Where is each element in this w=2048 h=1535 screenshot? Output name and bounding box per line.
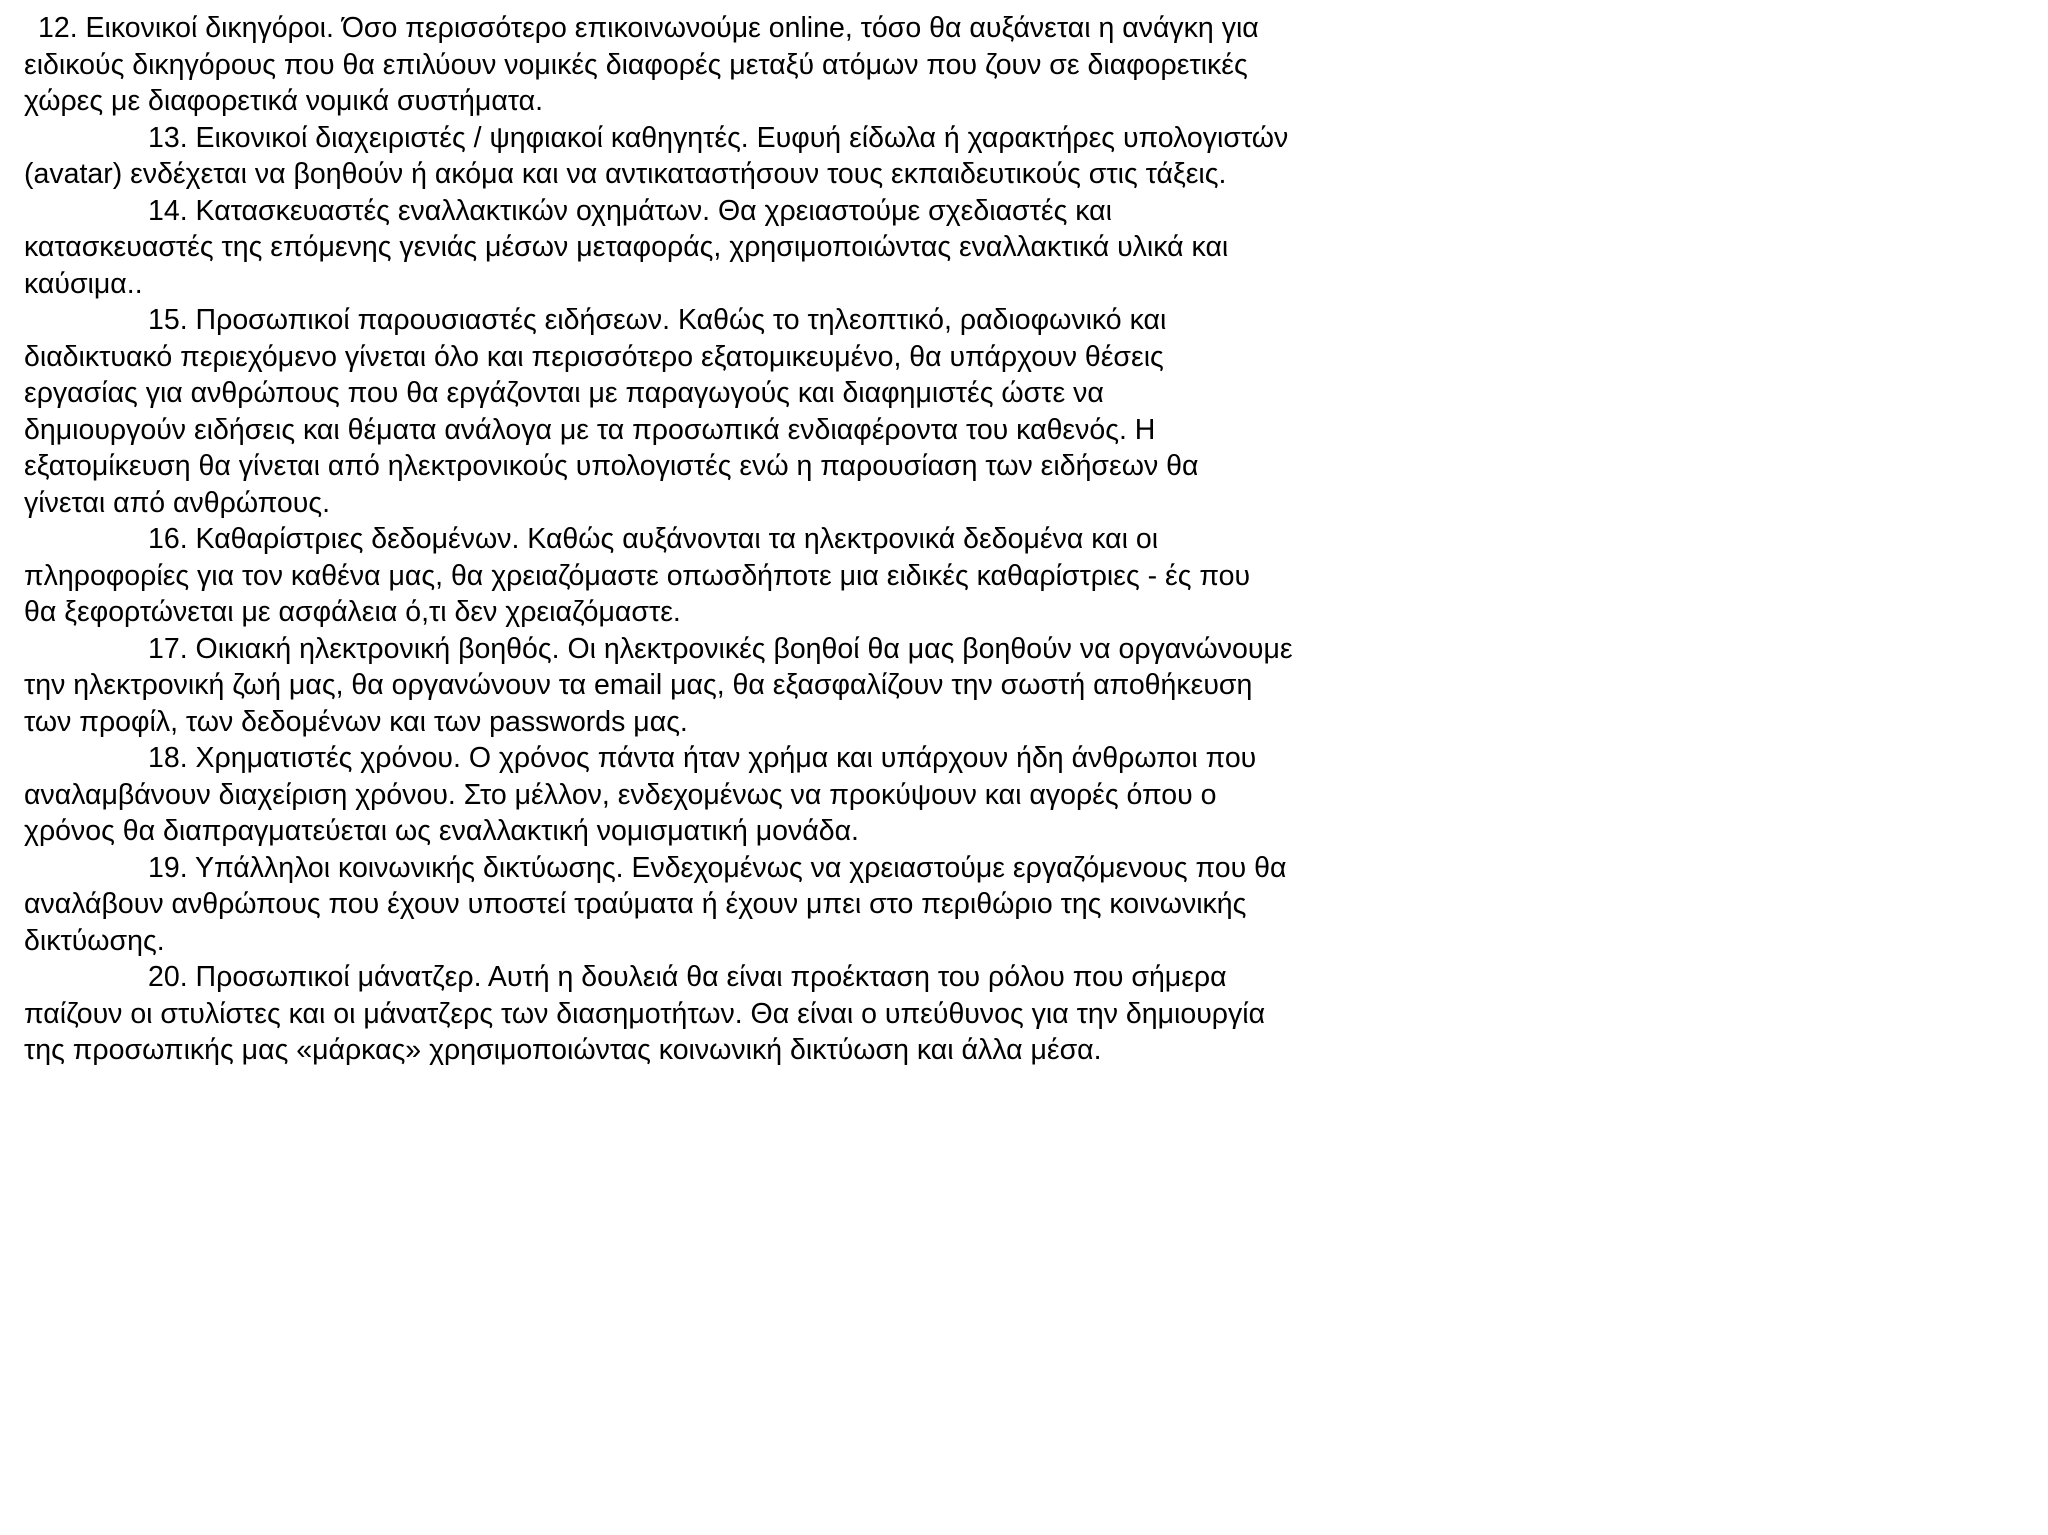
- text-line: 15. Προσωπικοί παρουσιαστές ειδήσεων. Καθώς το τηλεοπτικό, ραδιοφωνικό και: [148, 304, 1167, 336]
- text-line: αναλαμβάνουν διαχείριση χρόνου. Στο μέλλον, ενδεχομένως να προκύψουν και αγορές όπου ο: [24, 778, 1217, 811]
- text-line: 13. Εικονικοί διαχειριστές / ψηφιακοί καθηγητές. Ευφυή είδωλα ή χαρακτήρες υπολογιστών: [148, 121, 1289, 154]
- text-line: πληροφορίες για τον καθένα μας, θα χρειαζόμαστε οπωσδήποτε μια ειδικές καθαρίστριες - ές που: [24, 559, 1251, 592]
- text-line: 17. Οικιακή ηλεκτρονική βοηθός. Οι ηλεκτρονικές βοηθοί θα μας βοηθούν να οργανώνουμε: [148, 632, 1293, 665]
- text-line: 20. Προσωπικοί μάνατζερ. Αυτή η δουλειά θα είναι προέκταση του ρόλου που σήμερα: [148, 961, 1227, 993]
- paragraph-item-15: [24, 302, 1568, 521]
- text-line: (avatar) ενδέχεται να βοηθούν ή ακόμα και να αντικαταστήσουν τους εκπαιδευτικούς στις τάξεις.: [24, 158, 1227, 190]
- paragraph-item-20: [24, 959, 1568, 1069]
- paragraph-item-17: [24, 631, 1568, 741]
- text-line: καύσιμα..: [24, 267, 143, 300]
- text-line: αναλάβουν ανθρώπους που έχουν υποστεί τραύματα ή έχουν μπει στο περιθώριο της κοινωνικής: [24, 888, 1247, 920]
- text-line: παίζουν οι στυλίστες και οι μάνατζερς των διασημοτήτων. Θα είναι ο υπεύθυνος για την δημιουργία: [24, 997, 1266, 1030]
- text-line: εργασίας για ανθρώπους που θα εργάζονται με παραγωγούς και διαφημιστές ώστε να: [24, 377, 1104, 409]
- paragraph-item-14: [24, 193, 1568, 303]
- text-line: την ηλεκτρονική ζωή μας, θα οργανώνουν τα email μας, θα εξασφαλίζουν την σωστή αποθήκευση: [24, 669, 1253, 701]
- text-line: 16. Καθαρίστριες δεδομένων. Καθώς αυξάνονται τα ηλεκτρονικά δεδομένα και οι: [148, 523, 1159, 555]
- paragraph-item-13: [24, 120, 1568, 193]
- paragraph-item-19: [24, 850, 1568, 960]
- text-line: κατασκευαστές της επόμενης γενιάς μέσων μεταφοράς, χρησιμοποιώντας εναλλακτικά υλικά και: [24, 231, 1229, 263]
- text-line: χρόνος θα διαπραγματεύεται ως εναλλακτική νομισματική μονάδα.: [24, 815, 859, 847]
- text-line: της προσωπικής μας «μάρκας» χρησιμοποιώντας κοινωνική δικτύωση και άλλα μέσα.: [24, 1034, 1102, 1066]
- paragraph-item-16: [24, 521, 1568, 631]
- paragraph-item-12: [24, 10, 1568, 120]
- text-line: δικτύωσης.: [24, 924, 165, 957]
- text-line: γίνεται από ανθρώπους.: [24, 486, 331, 519]
- paragraph-item-18: [24, 740, 1568, 850]
- text-line: χώρες με διαφορετικά νομικά συστήματα.: [24, 85, 544, 117]
- text-line: εξατομίκευση θα γίνεται από ηλεκτρονικούς υπολογιστές ενώ η παρουσίαση των ειδήσεων θα: [24, 450, 1199, 482]
- text-line: δημιουργούν ειδήσεις και θέματα ανάλογα με τα προσωπικά ενδιαφέροντα του καθενός. Η: [24, 413, 1156, 446]
- text-line: θα ξεφορτώνεται με ασφάλεια ό,τι δεν χρειαζόμαστε.: [24, 596, 681, 628]
- text-line: ειδικούς δικηγόρους που θα επιλύουν νομικές διαφορές μεταξύ ατόμων που ζουν σε διαφορετικές: [24, 48, 1248, 81]
- text-line: 18. Χρηματιστές χρόνου. Ο χρόνος πάντα ήταν χρήμα και υπάρχουν ήδη άνθρωποι που: [148, 742, 1257, 774]
- text-line: 12. Εικονικοί δικηγόροι. Όσο περισσότερο επικοινωνούμε online, τόσο θα αυξάνεται η ανάγκη για: [38, 12, 1259, 44]
- text-line: 14. Κατασκευαστές εναλλακτικών οχημάτων. Θα χρειαστούμε σχεδιαστές και: [148, 194, 1112, 227]
- text-line: διαδικτυακό περιεχόμενο γίνεται όλο και περισσότερο εξατομικευμένο, θα υπάρχουν θέσεις: [24, 340, 1164, 373]
- text-line: 19. Υπάλληλοι κοινωνικής δικτύωσης. Ενδεχομένως να χρειαστούμε εργαζόμενους που θα: [148, 851, 1287, 884]
- text-line: των προφίλ, των δεδομένων και των passwords μας.: [24, 705, 688, 738]
